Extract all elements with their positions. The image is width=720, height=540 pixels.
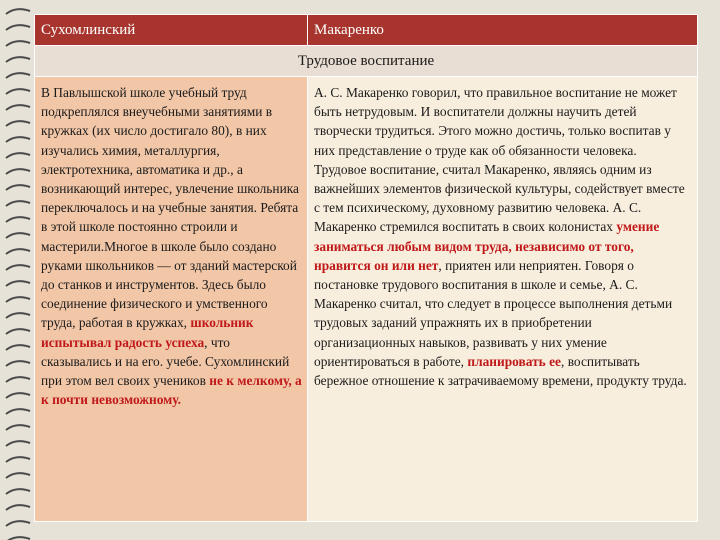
left-text-2: , что сказывались и на его. учебе. Сухомлинский при этом вел своих учеников xyxy=(41,334,290,389)
col1-header: Сухомлинский xyxy=(35,15,308,46)
left-text: В Павлышской школе учебный труд подкреплялся внеучебными занятиями в кружках (их число достигало 80), в них изучались химия, металлургия, электротехника, автоматика и др., а возникающий интерес, увлечение школьника переключалось и на учебные занятия. Ребята в этой школе постоянно строили и мастерили.Многое в школе было создано руками школьников — от зданий мастерской до станков и инструментов. Здесь было соединение физического и умственного труда, работая в кружках, xyxy=(41,85,299,331)
sukhomlinsky-cell xyxy=(35,77,308,522)
makarenko-cell xyxy=(308,77,698,522)
right-highlight-1: умение заниматься любым видом труда, независимо от того, нравится он или нет xyxy=(314,219,660,273)
right-text-3: , воспитывать бережное отношение к затрачиваемому времени, продукту труда. xyxy=(314,353,687,389)
content-row xyxy=(35,77,698,522)
left-highlight-2: не к мелкому, а к почти невозможному. xyxy=(41,373,302,408)
right-highlight-2: планировать ее xyxy=(467,353,561,369)
right-text: А. С. Макаренко говорил, что правильное воспитание не может быть нетрудовым. И воспитатели должны научить детей творчески трудиться. Этого можно достичь, только воспитав у них представление о труде как об обязанности человека. Трудовое воспитание, считал Макаренко, являясь одним из важнейших элементов физической культуры, содействует вместе с тем психическому, духовному развитию человека. А. С. Макаренко стремился воспитать в своих колонистах xyxy=(314,85,685,235)
comparison-table xyxy=(34,14,698,522)
section-row xyxy=(35,46,698,77)
section-title: Трудовое воспитание xyxy=(35,46,698,77)
spiral-binding-icon xyxy=(0,0,34,540)
left-highlight-1: школьник испытывал радость успеха xyxy=(41,315,254,350)
col2-header: Макаренко xyxy=(308,15,698,46)
header-row xyxy=(35,15,698,46)
right-text-2: , приятен или неприятен. Говоря о постановке трудового воспитания в школе и семье, А. С. Макаренко считал, что следует в процессе выполнения детьми трудовых заданий упражнять их в приобретении организационных навыков, развивать у них умение ориентироваться в работе, xyxy=(314,257,673,369)
